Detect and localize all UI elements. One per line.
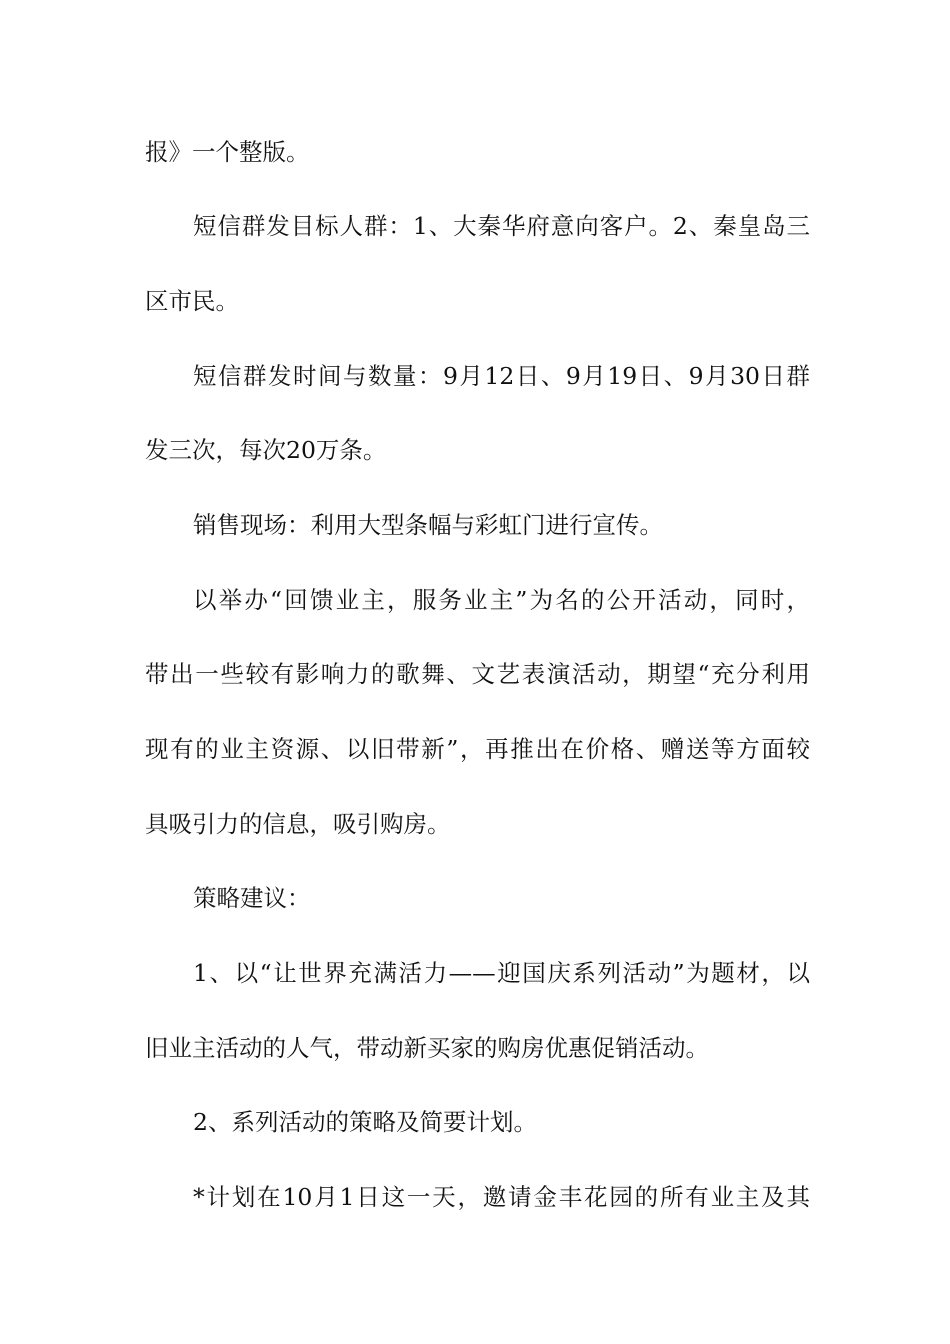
text-line-4: 短信群发时间与数量：9月12日、9月19日、9月30日群	[193, 362, 810, 390]
text-line-1: 报》一个整版。	[145, 138, 310, 166]
text-line-7: 以举办“回馈业主，服务业主”为名的公开活动，同时，	[193, 586, 810, 614]
text-line-11: 策略建议：	[193, 884, 311, 912]
text-line-6: 销售现场：利用大型条幅与彩虹门进行宣传。	[193, 511, 663, 539]
text-line-13: 旧业主活动的人气，带动新买家的购房优惠促销活动。	[145, 1034, 709, 1062]
text-line-8: 带出一些较有影响力的歌舞、文艺表演活动，期望“充分利用	[145, 660, 810, 688]
text-line-14: 2、系列活动的策略及简要计划。	[193, 1108, 537, 1136]
text-line-10: 具吸引力的信息，吸引购房。	[145, 810, 451, 838]
text-line-5: 发三次，每次20万条。	[145, 436, 387, 464]
text-line-9: 现有的业主资源、以旧带新”，再推出在价格、赠送等方面较	[145, 735, 810, 763]
text-line-12: 1、以“让世界充满活力——迎国庆系列活动”为题材，以	[193, 959, 810, 987]
text-line-15: *计划在10月1日这一天，邀请金丰花园的所有业主及其	[193, 1183, 810, 1211]
text-line-3: 区市民。	[145, 287, 239, 315]
text-line-2: 短信群发目标人群：1、大秦华府意向客户。2、秦皇岛三	[193, 212, 810, 240]
